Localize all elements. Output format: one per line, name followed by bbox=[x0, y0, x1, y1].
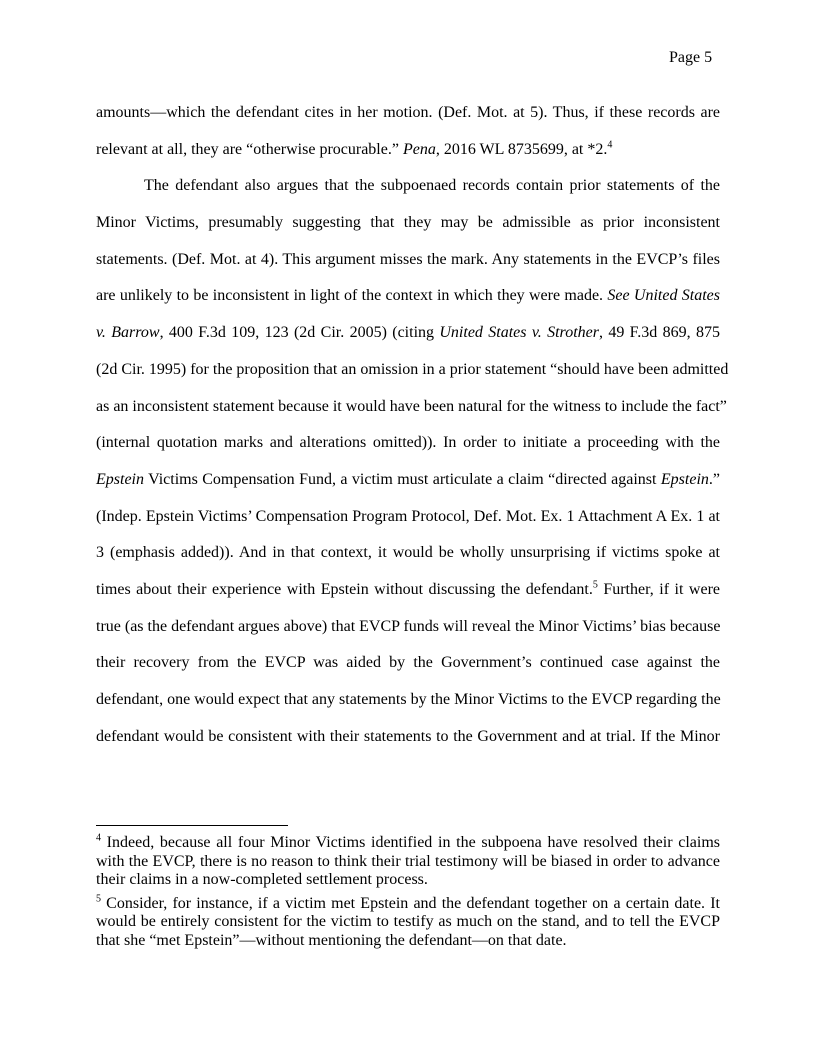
body-line-6 bbox=[96, 286, 720, 323]
footnote-number: 4 bbox=[96, 832, 101, 844]
footnote-text: Consider, for instance, if a victim met Epstein and the defendant together on a certain date. It would be entirely consistent for the victim to testify as much on the stand, and to tell the EVCP that she “met Epstein”—without mentioning the defendant—on that date. bbox=[96, 894, 720, 949]
footnote-number: 5 bbox=[96, 893, 101, 905]
body-text-run: times about their experience with Epstein without discussing the defendant. bbox=[96, 580, 593, 598]
body-line-15: true (as the defendant argues above) that EVCP funds will reveal the Minor Victims’ bias because bbox=[96, 617, 721, 635]
footnote-ref-4: 4 bbox=[607, 139, 613, 151]
body-line-17: defendant, one would expect that any statements by the Minor Victims to the EVCP regarding the bbox=[96, 691, 721, 708]
body-line-2 bbox=[96, 140, 720, 177]
body-line-16: their recovery from the EVCP was aided by the Government’s continued case against the bbox=[96, 654, 720, 672]
body-text-run: , 49 F.3d 869, 875 bbox=[598, 324, 721, 342]
case-name-pena: Pena bbox=[402, 140, 436, 158]
body-line-13: 3 (emphasis added)). And in that context, it would be wholly unsurprising if victims spoke at bbox=[96, 544, 720, 562]
body-line-1: amounts—which the defendant cites in her motion. (Def. Mot. at 5). Thus, if these records are bbox=[96, 104, 720, 121]
citation-signal: See United States bbox=[607, 287, 721, 305]
case-name-barrow: v. Barrow bbox=[96, 324, 160, 342]
body-text-run: , 400 F.3d 109, 123 (2d Cir. 2005) (citing bbox=[159, 324, 440, 342]
footnotes bbox=[96, 834, 720, 955]
body-line-11 bbox=[96, 470, 720, 507]
body-line-8: (2d Cir. 1995) for the proposition that an omission in a prior statement “should have been admitted bbox=[96, 360, 729, 378]
footnote-text: Indeed, because all four Minor Victims identified in the subpoena have resolved their claims with the EVCP, there is no reason to think their trial testimony will be biased in order to advance their claims in a now-completed settlement process. bbox=[96, 834, 720, 888]
body-line-9: as an inconsistent statement because it would have been natural for the witness to include the fact” bbox=[96, 397, 727, 415]
footnote-ref-5: 5 bbox=[592, 579, 598, 591]
body-text-run: , 2016 WL 8735699, at *2. bbox=[435, 140, 608, 158]
fund-name-epstein: Epstein bbox=[96, 470, 144, 488]
body-line-4: Minor Victims, presumably suggesting that they may be admissible as prior inconsistent bbox=[96, 214, 720, 232]
footnote-5 bbox=[96, 895, 720, 951]
body-text-run: Victims Compensation Fund, a victim must articulate a claim “directed against bbox=[144, 470, 661, 488]
body-line-14 bbox=[96, 580, 720, 617]
body-line-3: The defendant also argues that the subpoenaed records contain prior statements of the bbox=[144, 177, 720, 195]
body-line-7 bbox=[96, 323, 720, 360]
body-text bbox=[96, 103, 729, 763]
body-line-12: (Indep. Epstein Victims’ Compensation Program Protocol, Def. Mot. Ex. 1 Attachment A Ex. 1 at bbox=[96, 507, 720, 525]
body-line-18: defendant would be consistent with their statements to the Government and at trial. If the Minor bbox=[96, 727, 720, 745]
emphasis-epstein: Epstein bbox=[660, 470, 709, 488]
case-name-strother: United States v. Strother bbox=[439, 324, 599, 342]
body-text-run: Further, if it were bbox=[597, 580, 721, 598]
footnote-4 bbox=[96, 834, 720, 890]
body-text-run: are unlikely to be inconsistent in light of the context in which they were made. bbox=[96, 287, 608, 305]
body-text-run: .” bbox=[708, 470, 720, 488]
body-line-10: (internal quotation marks and alterations omitted)). In order to initiate a proceeding with the bbox=[96, 434, 720, 452]
page-number: Page 5 bbox=[669, 49, 713, 66]
footnote-separator bbox=[96, 825, 288, 826]
body-text-run: relevant at all, they are “otherwise procurable.” bbox=[96, 140, 403, 158]
body-line-5: statements. (Def. Mot. at 4). This argument misses the mark. Any statements in the EVCP’s files bbox=[96, 250, 720, 268]
